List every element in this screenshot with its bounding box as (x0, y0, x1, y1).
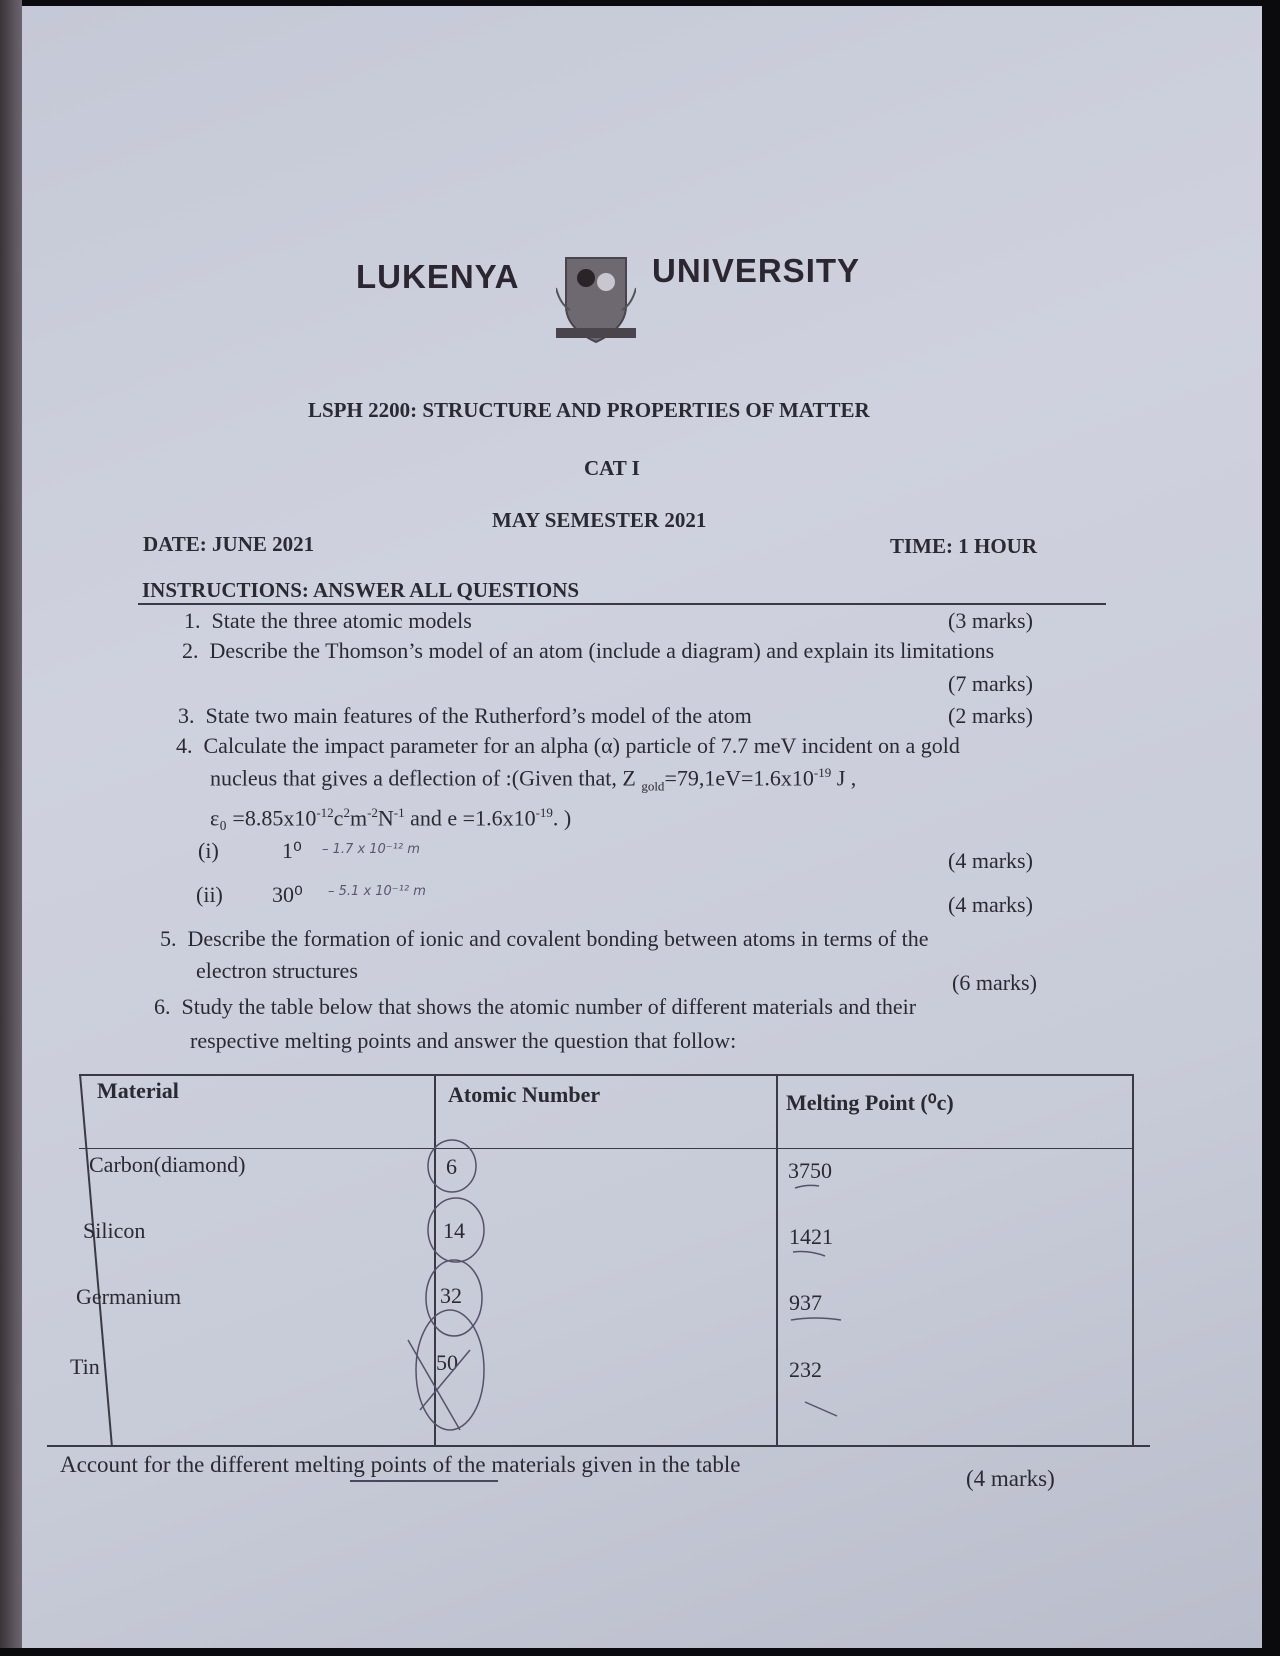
question-4-part-i-angle: 1⁰ (282, 838, 302, 863)
question-4-part-ii-marks: (4 marks) (948, 892, 1033, 917)
question-6-line-1: 6. Study the table below that shows the atomic number of different materials and their (154, 994, 917, 1019)
exam-date: DATE: JUNE 2021 (143, 532, 315, 556)
table-cell-melting-point: 3750 (788, 1158, 832, 1183)
question-5-line-1: 5. Describe the formation of ionic and covalent bonding between atoms in terms of the (160, 926, 929, 951)
question-2: 2. Describe the Thomson’s model of an atom (include a diagram) and explain its limitations (182, 638, 995, 663)
table-cell-material: Germanium (76, 1284, 182, 1309)
table-header-border (79, 1148, 1132, 1149)
table-cell-melting-point: 232 (789, 1357, 822, 1382)
table-col-divider-2 (776, 1074, 778, 1446)
exam-paper (22, 6, 1262, 1648)
exam-duration: TIME: 1 HOUR (890, 534, 1037, 558)
question-4-part-ii-label: (ii) (196, 882, 223, 907)
paper-shadow-edge (0, 0, 22, 1656)
table-cell-atomic-number: 6 (446, 1154, 457, 1179)
question-2-marks: (7 marks) (948, 671, 1033, 696)
followup-marks: (4 marks) (966, 1466, 1055, 1491)
handwritten-underline (350, 1480, 498, 1482)
table-cell-melting-point: 1421 (789, 1224, 833, 1249)
university-crest-logo (556, 246, 636, 350)
handwritten-circles (400, 1130, 510, 1440)
question-4-part-i-label: (i) (198, 838, 219, 863)
question-1: 1. State the three atomic models (184, 608, 472, 633)
question-6-line-2: respective melting points and answer the question that follow: (190, 1028, 737, 1053)
table-cell-atomic-number: 14 (443, 1218, 465, 1243)
table-cell-material: Carbon(diamond) (89, 1152, 246, 1177)
table-right-border (1132, 1074, 1134, 1446)
table-bottom-border (47, 1445, 1150, 1447)
university-name-left: LUKENYA (356, 258, 520, 295)
table-header-atomic-number: Atomic Number (448, 1082, 601, 1107)
question-5-marks: (6 marks) (952, 970, 1037, 995)
bottom-border (0, 1648, 1280, 1656)
semester: MAY SEMESTER 2021 (492, 508, 707, 532)
table-cell-melting-point: 937 (789, 1290, 822, 1315)
question-4-part-i-marks: (4 marks) (948, 848, 1033, 873)
question-3: 3. State two main features of the Rutherford’s model of the atom (178, 703, 752, 728)
question-4-line-2: nucleus that gives a deflection of :(Given that, Z $_{gold}=79,1eV=1.6x10^{-19}$ J , (210, 765, 857, 794)
handwritten-answer-i: – 1.7 x 10⁻¹² m (322, 842, 420, 857)
table-cell-atomic-number: 32 (440, 1283, 462, 1308)
university-name-right: UNIVERSITY (652, 252, 861, 289)
table-top-border (79, 1074, 1132, 1076)
table-header-material: Material (97, 1078, 179, 1103)
table-cell-material: Tin (70, 1354, 100, 1379)
table-cell-atomic-number: 50 (436, 1350, 458, 1375)
course-title: LSPH 2200: STRUCTURE AND PROPERTIES OF MATTER (308, 398, 870, 422)
followup-question: Account for the different melting points of the materials given in the table (60, 1452, 741, 1477)
question-5-line-2: electron structures (196, 958, 358, 983)
exam-type: CAT I (584, 456, 640, 480)
instructions: INSTRUCTIONS: ANSWER ALL QUESTIONS (142, 578, 580, 602)
question-3-marks: (2 marks) (948, 703, 1033, 728)
table-cell-material: Silicon (83, 1218, 146, 1243)
instructions-underline (138, 603, 1106, 605)
question-4-constants: $\varepsilon_0 =8.85x10^{-12}c^2m^{-2}N^{-1}$ and $e =1.6x10^{-19}$. ) (210, 805, 572, 831)
table-header-melting-point: Melting Point (⁰c) (786, 1090, 954, 1115)
question-1-marks: (3 marks) (948, 608, 1033, 633)
question-4-part-ii-angle: 30⁰ (272, 882, 303, 907)
handwritten-answer-ii: – 5.1 x 10⁻¹² m (328, 884, 426, 899)
handwritten-underlines (785, 1180, 865, 1420)
question-4-line-1: 4. Calculate the impact parameter for an alpha (α) particle of 7.7 meV incident on a gold (176, 733, 960, 758)
